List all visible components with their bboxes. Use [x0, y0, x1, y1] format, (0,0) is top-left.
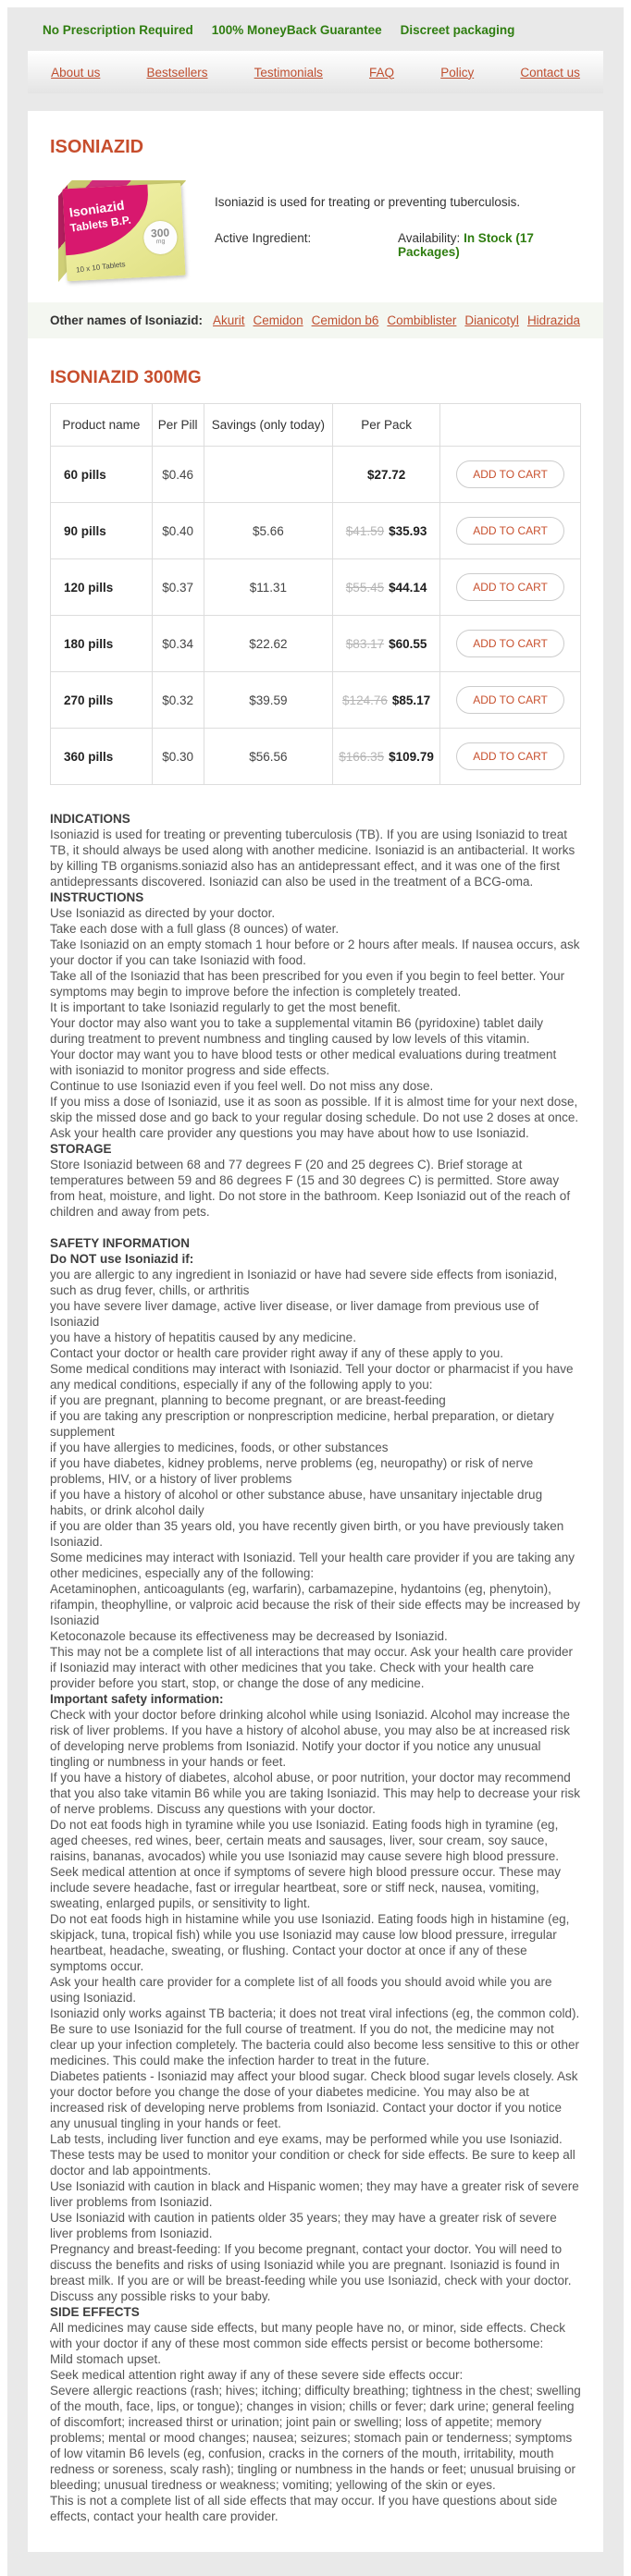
info-paragraph: if you have allergies to medicines, foods, or other substances: [50, 1441, 389, 1454]
cart-cell: [440, 729, 581, 785]
info-paragraph: Use Isoniazid with caution in patients older 35 years; they may have a greater risk of severe liver problems from Isoniazid.: [50, 2211, 557, 2240]
info-paragraph: Use Isoniazid as directed by your doctor.: [50, 906, 276, 920]
pricing-header-row: [51, 404, 581, 447]
table-row: [51, 447, 581, 503]
top-features-bar: [7, 7, 624, 51]
nav-link-about-us[interactable]: About us: [51, 65, 101, 80]
table-row: [51, 616, 581, 672]
old-price: $166.35: [339, 749, 385, 764]
pricing-column-header: Savings (only today): [204, 404, 333, 447]
per-pack-price: [333, 729, 440, 785]
info-paragraph: Some medicines may interact with Isoniazid. Tell your health care provider if you are taking any other medicines, especially any of the following:: [50, 1551, 575, 1580]
info-section-heading: SIDE EFFECTS: [50, 2305, 140, 2319]
cart-cell: [440, 503, 581, 559]
per-pill-price: $0.32: [152, 672, 204, 729]
current-price: $27.72: [366, 467, 406, 482]
main-nav: [28, 51, 603, 93]
per-pill-price: $0.40: [152, 503, 204, 559]
savings-value: $22.62: [204, 616, 333, 672]
info-paragraph: It is important to take Isoniazid regularly to get the most benefit.: [50, 1000, 401, 1014]
cart-cell: [440, 672, 581, 729]
info-paragraph: if you have diabetes, kidney problems, nerve problems (eg, neuropathy) or risk of nerve problems, HIV, or a history of liver problems: [50, 1456, 534, 1486]
info-paragraph: if you are taking any prescription or nonprescription medicine, herbal preparation, or dietary supplement: [50, 1409, 554, 1439]
savings-value: $11.31: [204, 559, 333, 616]
product-card: [50, 167, 581, 286]
info-paragraph: if you are pregnant, planning to become pregnant, or are breast-feeding: [50, 1393, 446, 1407]
info-paragraph: you have a history of hepatitis caused by any medicine.: [50, 1331, 356, 1344]
info-paragraph: if you are older than 35 years old, you have recently given birth, or you have previously taken Isoniazid.: [50, 1519, 564, 1549]
product-image-wrap: [50, 167, 215, 286]
info-paragraph: Contact your doctor or health care provider right away if any of these apply to you.: [50, 1346, 504, 1360]
pricing-column-header: Product name: [51, 404, 153, 447]
per-pill-price: $0.46: [152, 447, 204, 503]
pack-name: 270 pills: [51, 672, 153, 729]
add-to-cart-button[interactable]: ADD TO CART: [456, 630, 564, 657]
info-paragraph: This is not a complete list of all side effects that may occur. If you have questions about side effects, contact your health care provider.: [50, 2494, 558, 2523]
box-brand-line2: Tablets B.P.: [68, 213, 132, 235]
topbar-feature: 100% MoneyBack Guarantee: [211, 23, 382, 37]
topbar-feature: No Prescription Required: [43, 23, 193, 37]
savings-value: [204, 447, 333, 503]
other-name-link[interactable]: Hidrazida: [526, 313, 580, 327]
savings-value: $5.66: [204, 503, 333, 559]
table-row: [51, 503, 581, 559]
per-pack-price: [333, 447, 440, 503]
table-row: [51, 559, 581, 616]
pack-name: 360 pills: [51, 729, 153, 785]
old-price: $55.45: [345, 580, 385, 595]
current-price: $109.79: [389, 749, 434, 764]
per-pill-price: $0.34: [152, 616, 204, 672]
table-row: [51, 729, 581, 785]
pack-name: 120 pills: [51, 559, 153, 616]
other-name-link[interactable]: Akurit: [213, 313, 245, 327]
content-container: [28, 111, 603, 2552]
info-paragraph: if you have a history of alcohol or other substance abuse, have unsanitary injectable drug habits, or drink alcohol daily: [50, 1488, 543, 1517]
info-section-heading: Do NOT use Isoniazid if:: [50, 1252, 194, 1266]
box-front-face: [62, 183, 185, 282]
info-paragraph: Do not eat foods high in tyramine while you use Isoniazid. Eating foods high in tyramine (eg, aged cheeses, red wines, beer, certain meats and sausages, liver, sour cream, soy sauce, raisins, bananas, avocados) while you use Isoniazid may cause severe high blood pressure. Seek medical attention at once if symptoms of severe high blood pressure occur. These may include severe headache, fast or irregular heartbeat, sore or stiff neck, nausea, vomiting, sweating, enlarged pupils, or sensitivity to light.: [50, 1818, 562, 1910]
info-paragraph: Lab tests, including liver function and eye exams, may be performed while you use Isoniazid. These tests may be used to monitor your condition or check for side effects. Be sure to keep all doctor and lab appointments.: [50, 2132, 575, 2177]
info-paragraph: Take each dose with a full glass (8 ounces) of water.: [50, 922, 340, 936]
add-to-cart-button[interactable]: ADD TO CART: [456, 742, 564, 770]
per-pack-price: [333, 672, 440, 729]
page-title: ISONIAZID: [50, 137, 144, 157]
info-paragraph: If you have a history of diabetes, alcohol abuse, or poor nutrition, your doctor may recommend that you also take vitamin B6 while you are taking Isoniazid. This may help to decrease your risk of nerve problems. Discuss any questions with your doctor.: [50, 1771, 581, 1816]
savings-value: $39.59: [204, 672, 333, 729]
pack-name: 180 pills: [51, 616, 153, 672]
info-paragraph: Pregnancy and breast-feeding: If you become pregnant, contact your doctor. You will need to discuss the benefits and risks of using Isoniazid while you are pregnant. Isoniazid is found in breast milk. If you are or will be breast-feeding while you use Isoniazid, check with your doctor. Discuss any possible risks to your baby.: [50, 2242, 572, 2303]
info-section-gap: [50, 1220, 581, 1235]
active-ingredient-label: Active Ingredient:: [215, 231, 312, 245]
pack-name: 60 pills: [51, 447, 153, 503]
info-paragraph: Mild stomach upset.: [50, 2352, 162, 2366]
nav-link-bestsellers[interactable]: Bestsellers: [146, 65, 208, 80]
product-description: Isoniazid is used for treating or preventing tuberculosis.: [215, 195, 521, 209]
info-paragraph: Diabetes patients - Isoniazid may affect your blood sugar. Check blood sugar levels closely. Ask your doctor before you change the dose of your diabetes medicine. You may also be at increased risk of developing nerve problems from Isoniazid. Contact your doctor if you notice any unusual tingling in your hands or feet.: [50, 2069, 578, 2130]
per-pack-price: [333, 616, 440, 672]
info-paragraph: Severe allergic reactions (rash; hives; itching; difficulty breathing; tightness in the chest; swelling of the mouth, face, lips, or tongue); changes in vision; chills or fever; dark urine; general feeling of discomfort; increased thirst or urination; joint pain or swelling; loss of appetite; memory problems; mental or mood changes; nausea; seizures; stomach pain or tenderness; symptoms of low vitamin B6 levels (eg, confusion, cracks in the corners of the mouth, irritability, mouth redness or soreness, scaly rash); tingling or numbness in the hands or feet; unusual bruising or bleeding; unusual tiredness or weakness; vomiting; yellowing of the skin or eyes.: [50, 2384, 581, 2492]
current-price: $60.55: [389, 636, 427, 651]
info-section-heading: SAFETY INFORMATION: [50, 1236, 190, 1250]
info-paragraph: Be sure to use Isoniazid for the full course of treatment. If you do not, the medicine may not clear up your infection completely. The bacteria could also become less sensitive to this or other medicines. This could make the infection harder to treat in the future.: [50, 2022, 580, 2067]
old-price: $83.17: [345, 636, 385, 651]
info-section-heading: Important safety information:: [50, 1692, 224, 1706]
info-paragraph: Take Isoniazid on an empty stomach 1 hour before or 2 hours after meals. If nausea occurs, ask your doctor if you can take Isoniazid with food.: [50, 938, 580, 967]
current-price: $35.93: [389, 523, 427, 538]
nav-link-contact-us[interactable]: Contact us: [520, 65, 580, 80]
info-paragraph: Ask your health care provider any questions you may have about how to use Isoniazid.: [50, 1126, 529, 1140]
info-paragraph: Check with your doctor before drinking alcohol while using Isoniazid. Alcohol may increase the risk of liver problems. If you have a history of alcohol abuse, you may also be at increased risk of developing nerve problems from Isoniazid. Notify your doctor if you notice any unusual tingling or numbness in your hands or feet.: [50, 1708, 571, 1769]
info-paragraph: Store Isoniazid between 68 and 77 degrees F (20 and 25 degrees C). Brief storage at temperatures between 59 and 86 degrees F (15 and 30 degrees C) is permitted. Store away from heat, moisture, and light. Do not store in the bathroom. Keep Isoniazid out of the reach of children and away from pets.: [50, 1158, 571, 1219]
info-paragraph: Acetaminophen, anticoagulants (eg, warfarin), carbamazepine, hydantoins (eg, phenytoin), rifampin, theophylline, or valproic acid because the risk of their side effects may be increased by Isoniazid: [50, 1582, 581, 1627]
other-name-link[interactable]: Combiblister: [387, 313, 457, 327]
pricing-table: [50, 403, 581, 785]
old-price: $41.59: [345, 523, 385, 538]
add-to-cart-button[interactable]: ADD TO CART: [456, 517, 564, 545]
other-name-link[interactable]: Cemidon b6: [311, 313, 379, 327]
cart-cell: [440, 559, 581, 616]
info-paragraph: Your doctor may also want you to take a supplemental vitamin B6 (pyridoxine) tablet daily during treatment to prevent numbness and tingling caused by low levels of this vitamin.: [50, 1016, 544, 1046]
info-paragraph: Continue to use Isoniazid even if you feel well. Do not miss any dose.: [50, 1079, 434, 1093]
info-paragraph: Your doctor may want you to have blood tests or other medical evaluations during treatment with isoniazid to monitor progress and side effects.: [50, 1048, 557, 1077]
info-paragraph: If you miss a dose of Isoniazid, use it as soon as possible. If it is almost time for your next dose, skip the missed dose and go back to your regular dosing schedule. Do not use 2 doses at once.: [50, 1095, 579, 1124]
availability-value: In Stock (17 Packages): [398, 231, 534, 259]
info-section-heading: INDICATIONS: [50, 812, 130, 826]
pricing-column-header: Per Pill: [152, 404, 204, 447]
availability: [398, 231, 581, 259]
savings-value: $56.56: [204, 729, 333, 785]
info-paragraph: you have severe liver damage, active liver disease, or liver damage from previous use of Isoniazid: [50, 1299, 539, 1329]
product-info: [215, 167, 581, 286]
info-paragraph: Do not eat foods high in histamine while you use Isoniazid. Eating foods high in histamine (eg, skipjack, tuna, tropical fish) while you use Isoniazid may cause low blood pressure, irregular heartbeat, headache, sweating, or flushing. Contact your doctor at once if any of these symptoms occur.: [50, 1912, 570, 1973]
topbar-feature: Discreet packaging: [400, 23, 515, 37]
availability-label: Availability:: [398, 231, 461, 245]
old-price: $124.76: [342, 693, 388, 707]
add-to-cart-button[interactable]: ADD TO CART: [456, 686, 564, 714]
per-pill-price: $0.37: [152, 559, 204, 616]
nav-link-faq[interactable]: FAQ: [369, 65, 395, 80]
info-paragraph: Ketoconazole because its effectiveness may be decreased by Isoniazid.: [50, 1629, 448, 1643]
cart-cell: [440, 616, 581, 672]
pricing-column-header: Per Pack: [333, 404, 440, 447]
page-background: [7, 7, 624, 2576]
current-price: $44.14: [389, 580, 427, 595]
info-paragraph: you are allergic to any ingredient in Isoniazid or have had severe side effects from isoniazid, such as drug fever, chills, or arthritis: [50, 1268, 558, 1297]
other-name-link[interactable]: Cemidon: [253, 313, 303, 327]
nav-link-policy[interactable]: Policy: [440, 65, 475, 80]
box-ribbon: [62, 183, 151, 256]
other-names-label: Other names of Isoniazid:: [50, 313, 204, 327]
other-names-bar: [28, 302, 603, 338]
pricing-column-header: [440, 404, 581, 447]
cart-cell: [440, 447, 581, 503]
info-paragraph: Isoniazid only works against TB bacteria; it does not treat viral infections (eg, the common cold).: [50, 2006, 580, 2020]
per-pack-price: [333, 559, 440, 616]
current-price: $85.17: [391, 693, 431, 707]
info-paragraph: Ask your health care provider for a complete list of all foods you should avoid while you are using Isoniazid.: [50, 1975, 552, 2005]
nav-link-testimonials[interactable]: Testimonials: [254, 65, 323, 80]
pack-title: ISONIAZID 300MG: [50, 368, 202, 387]
add-to-cart-button[interactable]: ADD TO CART: [456, 460, 564, 488]
box-count-label: 10 x 10 Tablets: [75, 260, 126, 275]
other-names-links: [204, 313, 580, 327]
info-section-heading: STORAGE: [50, 1142, 112, 1156]
product-image: [50, 173, 196, 286]
info-section-heading: INSTRUCTIONS: [50, 890, 144, 904]
info-paragraph: Seek medical attention right away if any of these severe side effects occur:: [50, 2368, 464, 2382]
box-dose-unit: mg: [155, 238, 166, 246]
pack-name: 90 pills: [51, 503, 153, 559]
pricing-body: [51, 447, 581, 785]
info-paragraph: Some medical conditions may interact with Isoniazid. Tell your doctor or pharmacist if you have any medical conditions, especially if any of the following apply to you:: [50, 1362, 574, 1392]
add-to-cart-button[interactable]: ADD TO CART: [456, 573, 564, 601]
box-dose-value: 300: [150, 226, 170, 240]
info-paragraph: All medicines may cause side effects, but many people have no, or minor, side effects. Check with your doctor if any of these most common side effects persist or become bothersome:: [50, 2321, 566, 2350]
per-pack-price: [333, 503, 440, 559]
other-name-link[interactable]: Dianicotyl: [464, 313, 519, 327]
drug-information: [50, 811, 581, 2524]
box-dose-circle: [142, 220, 178, 255]
info-paragraph: Take all of the Isoniazid that has been prescribed for you even if you begin to feel better. Your symptoms may begin to improve before the infection is completely treated.: [50, 969, 565, 999]
per-pill-price: $0.30: [152, 729, 204, 785]
info-paragraph: Use Isoniazid with caution in black and Hispanic women; they may have a greater risk of severe liver problems from Isoniazid.: [50, 2179, 579, 2209]
table-row: [51, 672, 581, 729]
box-brand-line1: Isoniazid: [68, 197, 126, 220]
info-paragraph: This may not be a complete list of all interactions that may occur. Ask your health care provider if Isoniazid may interact with other medicines that you take. Check with your health care provider before you start, stop, or change the dose of any medicine.: [50, 1645, 574, 1690]
info-paragraph: Isoniazid is used for treating or preventing tuberculosis (TB). If you are using Isoniazid to treat TB, it should always be used along with another medicine. Isoniazid is an antibacterial. It works by killing TB organisms.soniazid also has an antidepressant effect, and it was one of the first antidepressants discovered. Isoniazid can also be used in the treatment of a BCG-oma.: [50, 828, 575, 889]
